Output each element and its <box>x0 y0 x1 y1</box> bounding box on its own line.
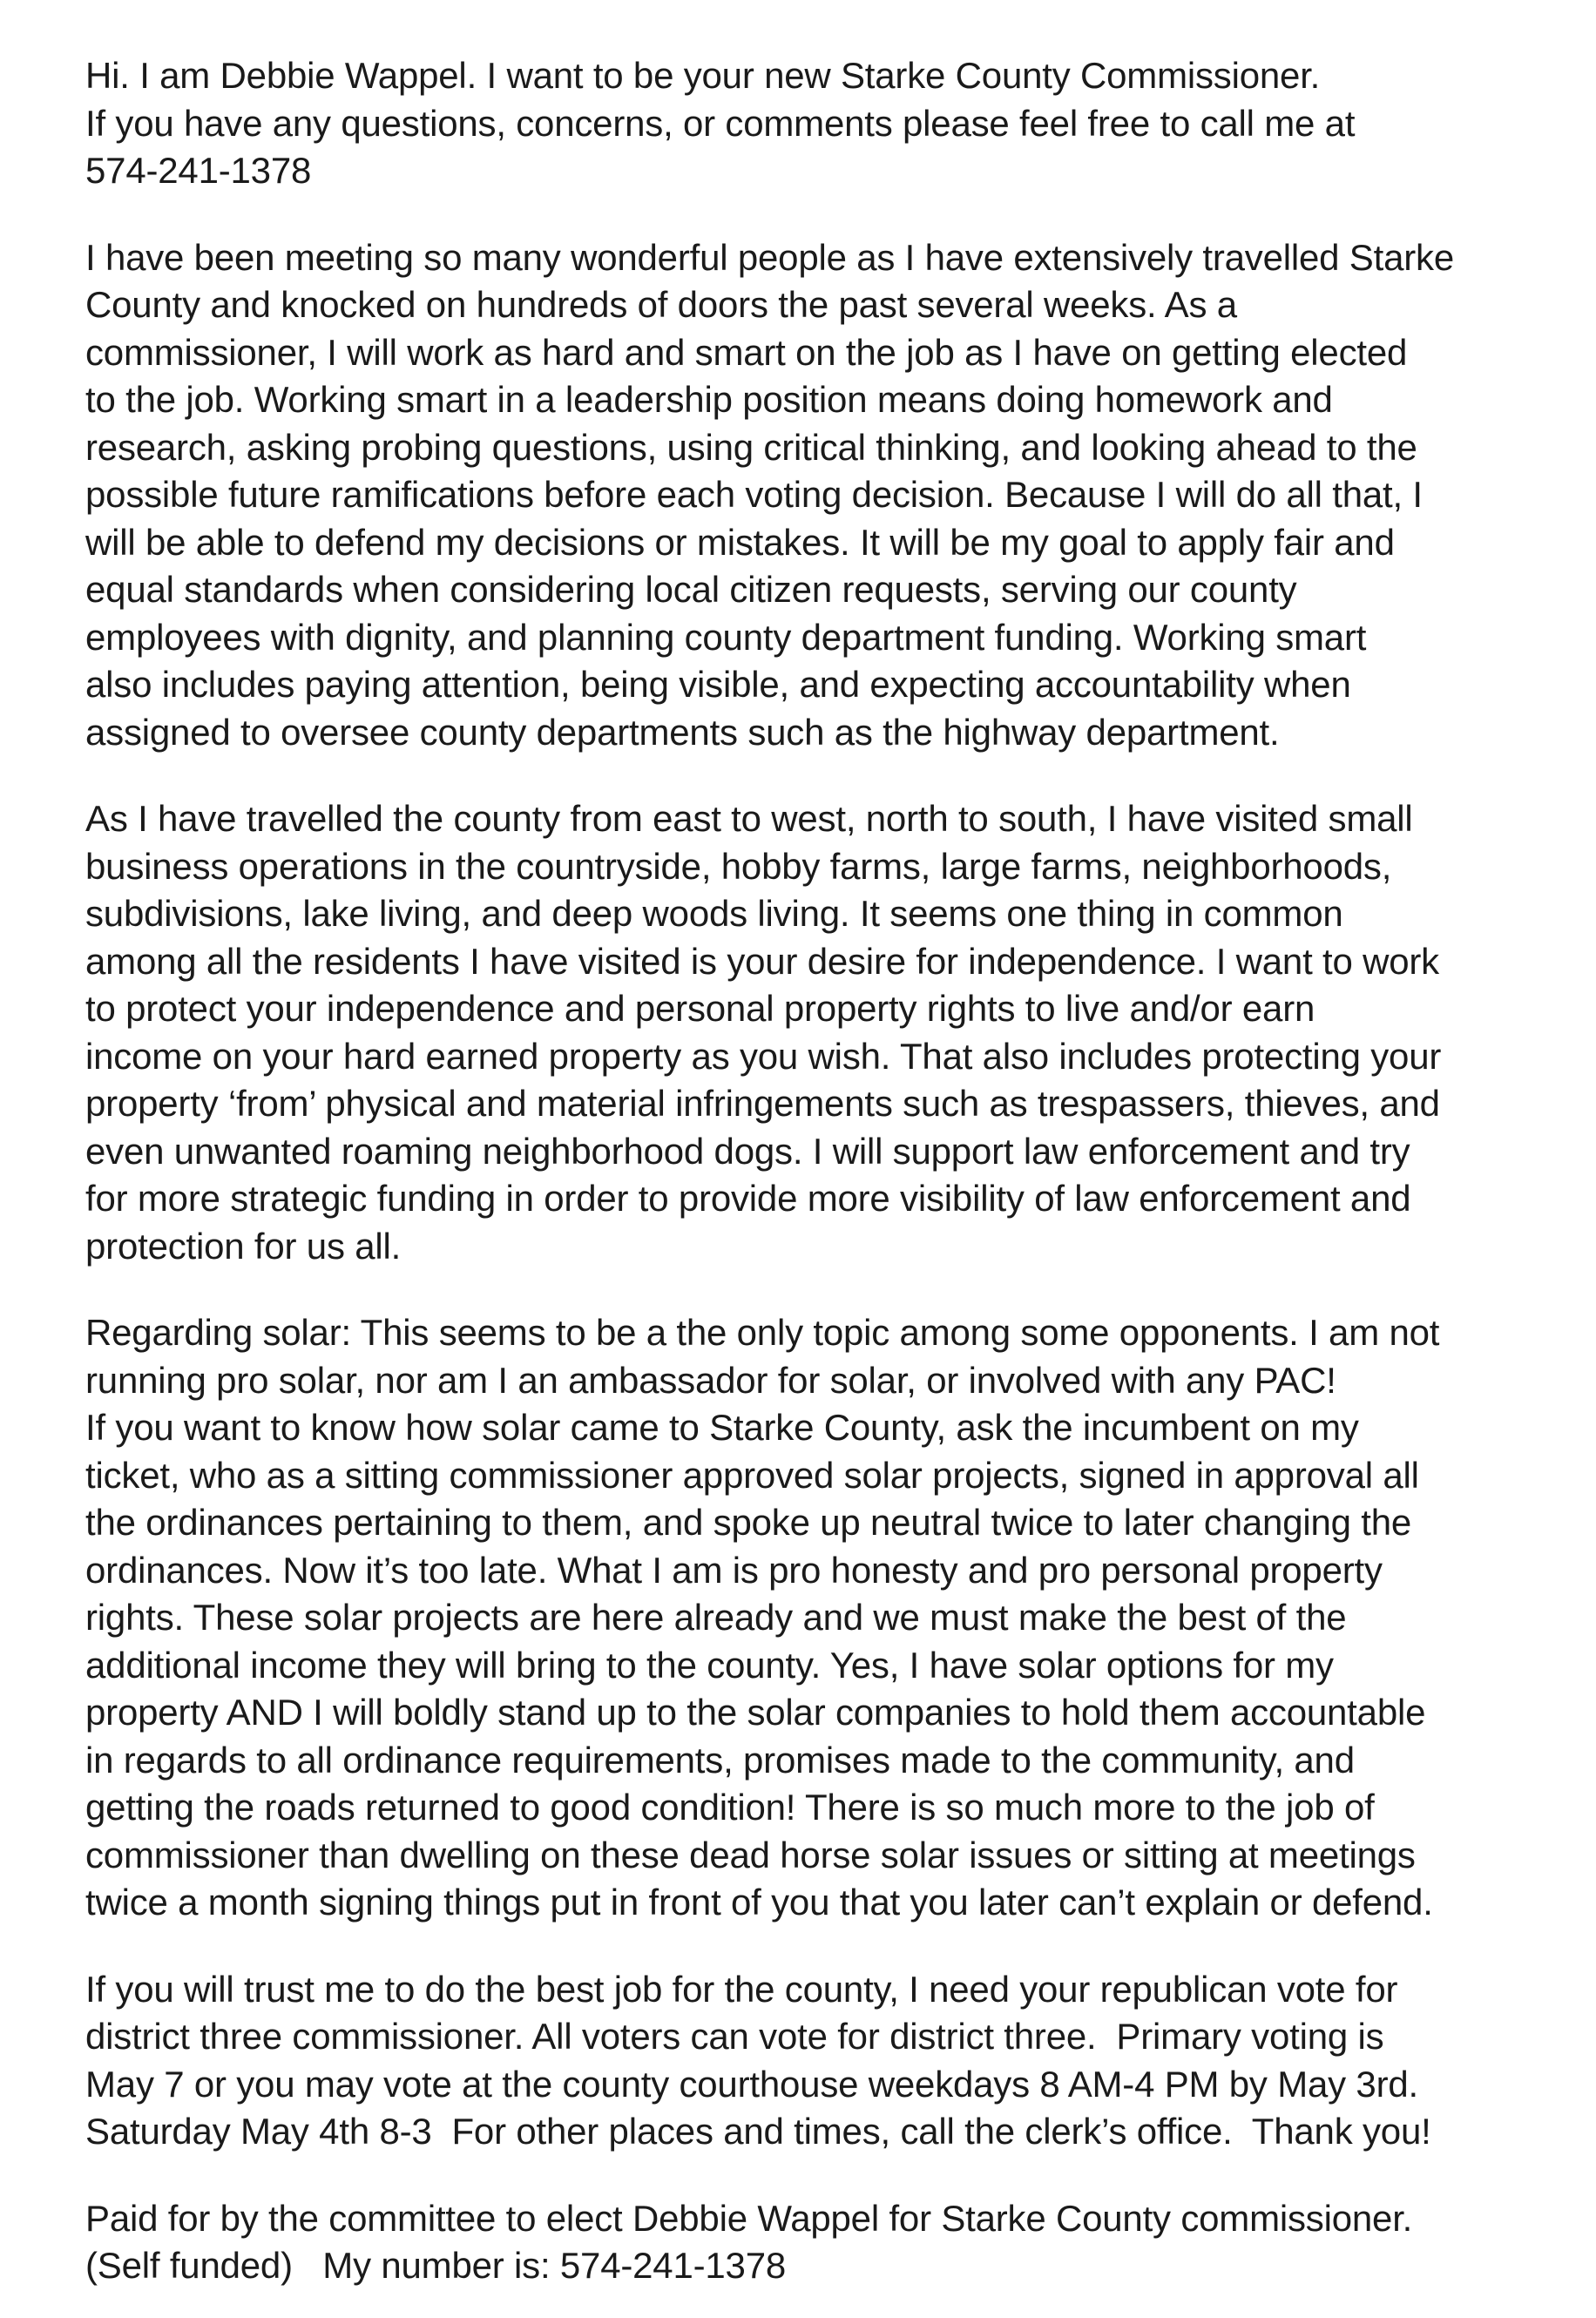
paragraph-gap <box>85 1270 1566 1309</box>
letter-line: rights. These solar projects are here already and we must make the best of the <box>85 1597 1347 1638</box>
letter-line: If you want to know how solar came to Starke County, ask the incumbent on my <box>85 1407 1359 1448</box>
letter-line: subdivisions, lake living, and deep woods living. It seems one thing in common <box>85 893 1343 934</box>
letter-line: I have been meeting so many wonderful people as I have extensively travelled Starke <box>85 236 1454 278</box>
solar-paragraph <box>85 1309 1566 1927</box>
letter-line: employees with dignity, and planning county department funding. Working smart <box>85 616 1367 658</box>
letter-line: for more strategic funding in order to provide more visibility of law enforcement and <box>85 1178 1411 1219</box>
independence-paragraph <box>85 795 1566 1270</box>
letter-line: protection for us all. <box>85 1225 402 1267</box>
letter-line: running pro solar, nor am I an ambassador for solar, or involved with any PAC! <box>85 1359 1336 1401</box>
letter-line: business operations in the countryside, hobby farms, large farms, neighborhoods, <box>85 845 1392 887</box>
letter-line: Saturday May 4th 8-3 For other places and times, call the clerk’s office. Thank you! <box>85 2111 1431 2152</box>
letter-line: assigned to oversee county departments such as the highway department. <box>85 711 1280 753</box>
letter-line: to the job. Working smart in a leadership position means doing homework and <box>85 379 1333 420</box>
letter-line: additional income they will bring to the county. Yes, I have solar options for my <box>85 1644 1334 1686</box>
letter-line: twice a month signing things put in front of you that you later can’t explain or defend. <box>85 1882 1433 1923</box>
letter-line: property ‘from’ physical and material infringements such as trespassers, thieves, and <box>85 1083 1440 1124</box>
letter-line: commissioner than dwelling on these dead horse solar issues or sitting at meetings <box>85 1834 1416 1875</box>
letter-line: Regarding solar: This seems to be a the only topic among some opponents. I am not <box>85 1312 1440 1353</box>
paragraph-gap <box>85 756 1566 795</box>
letter-line: property AND I will boldly stand up to the solar companies to hold them accountable <box>85 1692 1426 1733</box>
vote-paragraph <box>85 1966 1566 2156</box>
paragraph-gap <box>85 195 1566 234</box>
campaign-letter <box>85 52 1566 2290</box>
letter-line: Paid for by the committee to elect Debbie Wappel for Starke County commissioner. <box>85 2197 1413 2239</box>
letter-line: to protect your independence and personal property rights to live and/or earn <box>85 988 1315 1029</box>
letter-line: income on your hard earned property as you wish. That also includes protecting your <box>85 1035 1442 1077</box>
letter-line: May 7 or you may vote at the county courthouse weekdays 8 AM-4 PM by May 3rd. <box>85 2063 1418 2105</box>
intro-paragraph <box>85 52 1566 195</box>
letter-line: even unwanted roaming neighborhood dogs. I will support law enforcement and try <box>85 1130 1410 1172</box>
letter-line: Hi. I am Debbie Wappel. I want to be your new Starke County Commissioner. <box>85 55 1321 96</box>
letter-line: ticket, who as a sitting commissioner approved solar projects, signed in approval all <box>85 1454 1419 1496</box>
paragraph-gap <box>85 1927 1566 1966</box>
letter-line: If you have any questions, concerns, or comments please feel free to call me at <box>85 102 1356 144</box>
letter-line: possible future ramifications before each voting decision. Because I will do all that, I <box>85 474 1423 515</box>
letter-line: If you will trust me to do the best job for the county, I need your republican vote for <box>85 1968 1398 2010</box>
letter-line: As I have travelled the county from east to west, north to south, I have visited small <box>85 798 1413 839</box>
letter-line: ordinances. Now it’s too late. What I am is pro honesty and pro personal property <box>85 1549 1383 1591</box>
letter-line: (Self funded) My number is: 574-241-1378 <box>85 2245 787 2286</box>
letter-line: also includes paying attention, being visible, and expecting accountability when <box>85 664 1351 705</box>
letter-line: getting the roads returned to good condition! There is so much more to the job of <box>85 1787 1375 1828</box>
letter-line: the ordinances pertaining to them, and spoke up neutral twice to later changing the <box>85 1502 1412 1543</box>
letter-line: district three commissioner. All voters can vote for district three. Primary voting is <box>85 2016 1384 2057</box>
phone-number: 574-241-1378 <box>85 150 312 191</box>
paragraph-gap <box>85 2156 1566 2195</box>
letter-line: will be able to defend my decisions or mistakes. It will be my goal to apply fair and <box>85 521 1395 563</box>
letter-line: among all the residents I have visited is your desire for independence. I want to work <box>85 940 1439 982</box>
paid-for-disclaimer <box>85 2195 1566 2290</box>
letter-line: in regards to all ordinance requirements, promises made to the community, and <box>85 1739 1355 1781</box>
letter-line: commissioner, I will work as hard and smart on the job as I have on getting elected <box>85 331 1408 373</box>
letter-line: research, asking probing questions, using critical thinking, and looking ahead to the <box>85 426 1417 468</box>
letter-line: equal standards when considering local citizen requests, serving our county <box>85 569 1297 610</box>
letter-line: County and knocked on hundreds of doors the past several weeks. As a <box>85 284 1237 325</box>
work-paragraph <box>85 234 1566 757</box>
